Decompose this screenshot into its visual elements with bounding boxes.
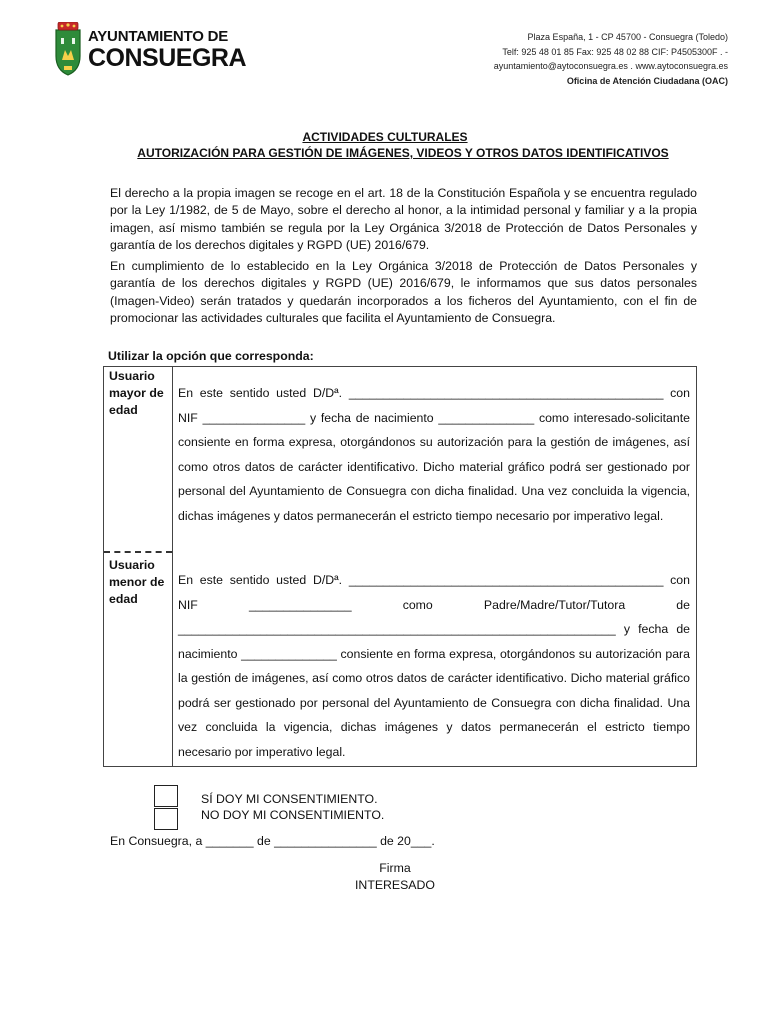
consent-no-label: NO DOY MI CONSENTIMIENTO. xyxy=(201,808,385,822)
address-line: Plaza España, 1 - CP 45700 - Consuegra (Toledo) xyxy=(527,32,728,42)
office-line: Oficina de Atención Ciudadana (OAC) xyxy=(566,75,728,86)
phone-line: Telf: 925 48 01 85 Fax: 925 48 02 88 CIF: P4505300F . - xyxy=(502,46,728,57)
coat-of-arms-icon xyxy=(52,22,84,76)
place-date-line: En Consuegra, a _______ de _______________ de 20___. xyxy=(110,834,435,848)
signature-label: Firma xyxy=(379,861,411,875)
municipal-logo xyxy=(52,22,247,78)
row-text-minor: En este sentido usted D/Dª. ______________________________________________ con NIF _______________ como Padre/Madre/Tutor/Tutora de ________________________________________________________________ y fecha de nacimiento ______________ consiente en forma expresa, otorgándonos su autorización para la gestión de imágenes, así como otros datos de carácter identificativo. Dicho material gráfico podrá ser gestionado por personal del Ayuntamiento de Consuegra con dicha finalidad. Una vez concluida la vigencia, dichas imágenes y datos permanecerán el estricto tiempo necesario por imperativo legal. xyxy=(178,573,690,759)
row-label-minor: Usuario menor de edad xyxy=(109,558,165,606)
legal-paragraph-2: En cumplimiento de lo establecido en la Ley Orgánica 3/2018 de Protección de Datos Personales y garantía de los derechos digitales y RGPD (UE) 2016/679, le informamos que sus datos personales (Imagen-Video) serán tratados y quedarán incorporados a los ficheros del Ayuntamiento, con el fin de promocionar las actividades culturales que facilita el Ayuntamiento de Consuegra. xyxy=(110,259,697,325)
table-row-divider xyxy=(104,551,172,553)
contact-line: ayuntamiento@aytoconsuegra.es . www.aytoconsuegra.es xyxy=(493,61,728,71)
consent-yes-checkbox[interactable] xyxy=(154,785,178,807)
signature-role: INTERESADO xyxy=(355,878,435,892)
logo-title-main: CONSUEGRA xyxy=(88,44,247,72)
signature-block xyxy=(330,860,460,894)
consent-yes-label: SÍ DOY MI CONSENTIMIENTO. xyxy=(201,792,378,806)
header-address-block xyxy=(398,30,728,88)
option-instruction: Utilizar la opción que corresponda: xyxy=(108,349,314,363)
row-text-adult: En este sentido usted D/Dª. ______________________________________________ con NIF _______________ y fecha de nacimiento ______________ como interesado-solicitante consiente en forma expresa, otorgándonos su autorización para la gestión de imágenes, así como otros datos de carácter identificativo. Dicho material gráfico podrá ser gestionado por personal del Ayuntamiento de Consuegra con dicha finalidad. Una vez concluida la vigencia, dichas imágenes y datos permanecerán el estricto tiempo necesario por imperativo legal. xyxy=(178,386,690,523)
row-label-adult: Usuario mayor de edad xyxy=(109,369,164,417)
document-title: ACTIVIDADES CULTURALES xyxy=(302,130,468,144)
logo-title-top: AYUNTAMIENTO DE xyxy=(88,28,229,45)
authorization-table xyxy=(103,366,697,767)
table-column-divider xyxy=(172,367,173,766)
legal-paragraph-1: El derecho a la propia imagen se recoge en el art. 18 de la Constitución Española y se encuentra regulado por la Ley 1/1982, de 5 de Mayo, sobre el derecho al honor, a la intimidad personal y familiar y a la propia imagen, así mismo también se regula por la Ley Orgánica 3/2018 de Protección de Datos Personales y garantía de los derechos digitales y RGPD (UE) 2016/679. xyxy=(110,186,697,252)
document-subtitle: AUTORIZACIÓN PARA GESTIÓN DE IMÁGENES, VIDEOS Y OTROS DATOS IDENTIFICATIVOS xyxy=(137,146,669,160)
consent-no-checkbox[interactable] xyxy=(154,808,178,830)
